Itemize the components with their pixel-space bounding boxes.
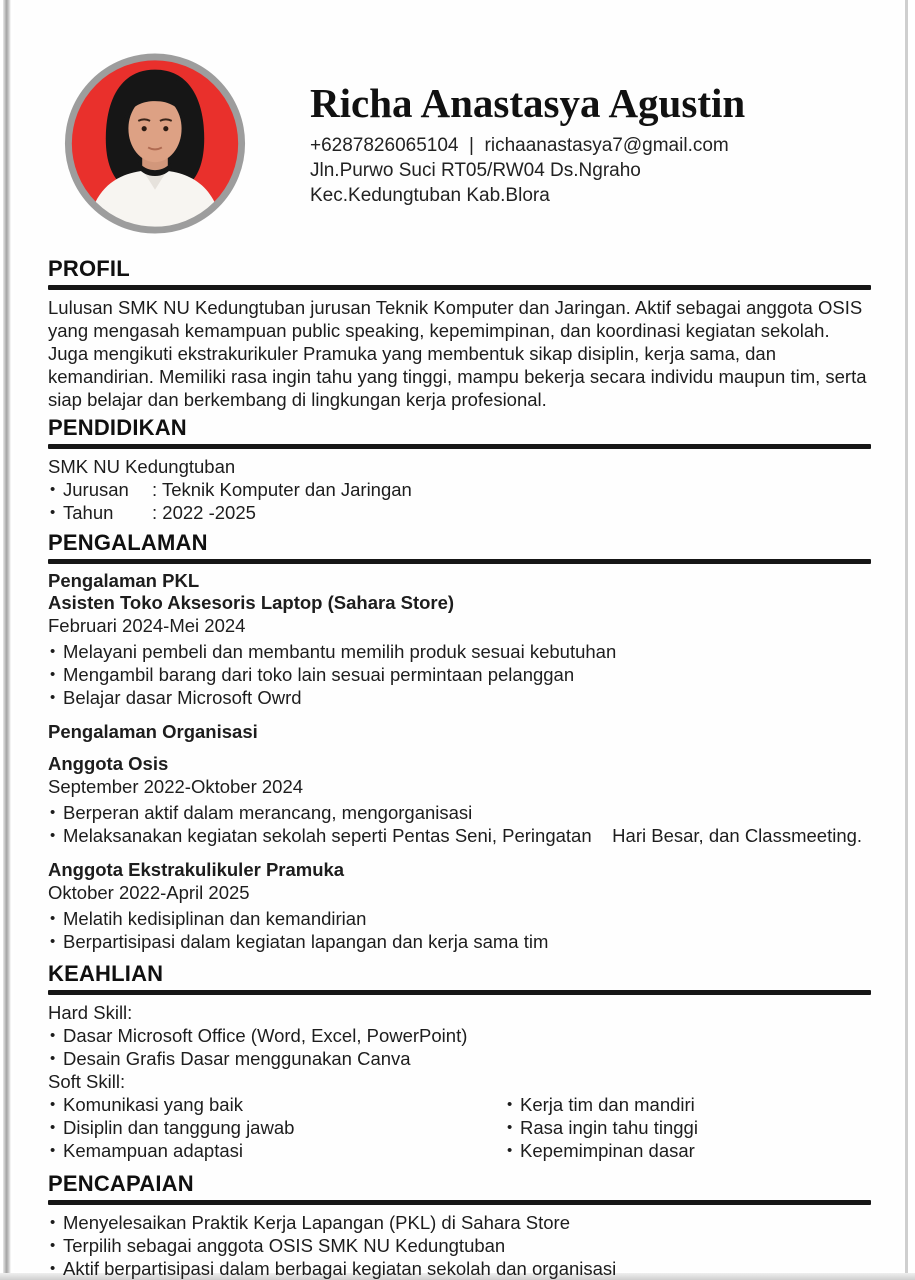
pramuka-block — [48, 859, 871, 953]
contact-line: +6287826065104 | richaanastasya7@gmail.com — [310, 135, 729, 156]
edu-label: Tahun — [63, 502, 114, 523]
soft-skill-label: Soft Skill: — [48, 1071, 126, 1092]
hard-skill-bullets — [48, 1024, 871, 1070]
keahlian-rule — [48, 990, 871, 995]
header-text — [310, 80, 745, 208]
bullet-item: • Melatih kedisiplinan dan kemandirian — [48, 907, 871, 930]
keahlian-title: KEAHLIAN — [48, 961, 164, 986]
address-line-1: Jln.Purwo Suci RT05/RW04 Ds.Ngraho — [310, 160, 641, 181]
pkl-group-title: Pengalaman PKL — [48, 570, 200, 591]
osis-block — [48, 753, 871, 847]
pendidikan-rule — [48, 444, 871, 449]
bullet-item: • Rasa ingin tahu tinggi — [505, 1116, 871, 1139]
person-name: Richa Anastasya Agustin — [310, 80, 746, 126]
profile-photo-graphic — [60, 50, 250, 237]
pencapaian-rule — [48, 1200, 871, 1205]
pkl-block — [48, 570, 871, 709]
osis-period: September 2022-Oktober 2024 — [48, 776, 304, 797]
osis-role: Anggota Osis — [48, 753, 169, 774]
pengalaman-rule — [48, 559, 871, 564]
hard-skill-label: Hard Skill: — [48, 1002, 133, 1023]
header — [48, 0, 871, 243]
pencapaian-bullets — [48, 1211, 871, 1280]
bullet-item: • Melaksanakan kegiatan sekolah seperti Pentas Seni, Peringatan Hari Besar, dan Classmeeting. — [48, 824, 871, 847]
bullet-item: • Kepemimpinan dasar — [505, 1139, 871, 1162]
pengalaman-title: PENGALAMAN — [48, 530, 208, 555]
bullet-item: • Disiplin dan tanggung jawab — [48, 1116, 505, 1139]
bullet-item: • Aktif berpartisipasi dalam berbagai kegiatan sekolah dan organisasi — [48, 1257, 871, 1280]
pendidikan-title: PENDIDIKAN — [48, 415, 187, 440]
profil-paragraph: Lulusan SMK NU Kedungtuban jurusan Teknik Komputer dan Jaringan. Aktif sebagai anggota OSIS yang mengasah kemampuan public speaking, kepemimpinan, dan koordinasi kegiatan sekolah. Juga mengikuti ekstrakurikuler Pramuka yang membentuk sikap disiplin, kerja sama, dan kemandirian. Memiliki rasa ingin tahu yang tinggi, mampu bekerja secara individu maupun tim, serta siap belajar dan berkembang di lingkungan kerja profesional. — [48, 297, 867, 410]
bullet-item: • Mengambil barang dari toko lain sesuai permintaan pelanggan — [48, 663, 871, 686]
soft-skill-columns — [48, 1093, 871, 1162]
pramuka-period: Oktober 2022-April 2025 — [48, 882, 250, 903]
left-eye — [142, 126, 147, 131]
pkl-role: Asisten Toko Aksesoris Laptop (Sahara Store) — [48, 592, 455, 613]
bullet-item: • Menyelesaikan Praktik Kerja Lapangan (PKL) di Sahara Store — [48, 1211, 871, 1234]
bullet-item: • Kemampuan adaptasi — [48, 1139, 505, 1162]
bullet-item: • Komunikasi yang baik — [48, 1093, 505, 1116]
bullet-item: • Melayani pembeli dan membantu memilih produk sesuai kebutuhan — [48, 640, 871, 663]
osis-bullets — [48, 801, 871, 847]
profile-photo — [60, 50, 250, 237]
bullet-item: • Kerja tim dan mandiri — [505, 1093, 871, 1116]
pencapaian-title: PENCAPAIAN — [48, 1171, 194, 1196]
soft-skill-left — [48, 1093, 505, 1162]
bullet-item: • Dasar Microsoft Office (Word, Excel, PowerPoint) — [48, 1024, 871, 1047]
bullet-item: • Desain Grafis Dasar menggunakan Canva — [48, 1047, 871, 1070]
bullet-item: • Berperan aktif dalam merancang, mengorganisasi — [48, 801, 871, 824]
address-line-2: Kec.Kedungtuban Kab.Blora — [310, 185, 550, 206]
profil-rule — [48, 285, 871, 290]
section-pengalaman — [48, 530, 871, 953]
school-name: SMK NU Kedungtuban — [48, 456, 236, 477]
section-profil — [48, 256, 871, 411]
pramuka-bullets — [48, 907, 871, 953]
section-pencapaian — [48, 1171, 871, 1280]
bullet-item: • Belajar dasar Microsoft Owrd — [48, 686, 871, 709]
organisasi-group-title: Pengalaman Organisasi — [48, 721, 258, 742]
bullet-item: • Terpilih sebagai anggota OSIS SMK NU Kedungtuban — [48, 1234, 871, 1257]
pramuka-role: Anggota Ekstrakulikuler Pramuka — [48, 859, 345, 880]
soft-skill-right — [505, 1093, 871, 1162]
edu-value: : 2022 -2025 — [152, 502, 256, 523]
pkl-period: Februari 2024-Mei 2024 — [48, 615, 246, 636]
page-edge-left — [3, 0, 11, 1274]
bullet-item: • Berpartisipasi dalam kegiatan lapangan dan kerja sama tim — [48, 930, 871, 953]
page-edge-right — [905, 0, 908, 1274]
section-pendidikan — [48, 415, 871, 524]
edu-row-jurusan — [48, 478, 871, 501]
edu-value: : Teknik Komputer dan Jaringan — [152, 479, 412, 500]
edu-row-tahun — [48, 501, 871, 524]
section-keahlian — [48, 961, 871, 1162]
cv-page — [14, 0, 903, 1279]
pkl-bullets — [48, 640, 871, 709]
edu-label: Jurusan — [63, 479, 129, 500]
profil-title: PROFIL — [48, 256, 130, 281]
right-eye — [163, 126, 168, 131]
